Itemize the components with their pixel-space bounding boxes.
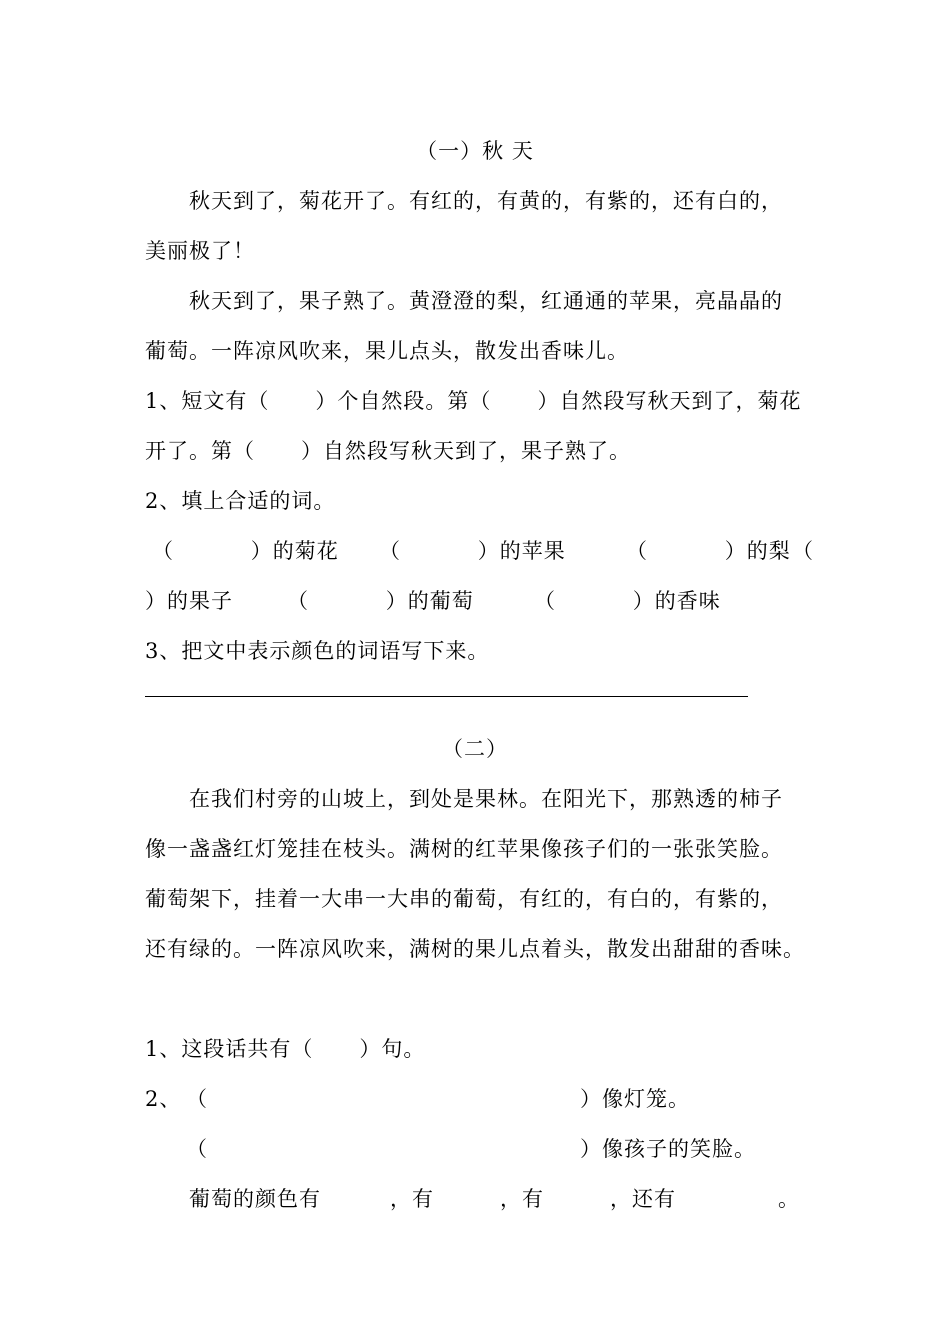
section2-title: （二） [442, 737, 508, 761]
question-3-text: ，还有 [610, 1187, 676, 1211]
question-1-line: 开了。第（ ）自然段写秋天到了，果子熟了。 [145, 439, 632, 463]
paragraph-line: 秋天到了，果子熟了。黄澄澄的梨，红通通的苹果，亮晶晶的 [189, 289, 783, 313]
paragraph-line: 美丽极了！ [145, 239, 255, 263]
question-2-title: 2、填上合适的词。 [145, 489, 336, 513]
answer-line [145, 696, 748, 697]
question-3-text: ，有 [500, 1187, 544, 1211]
question-1-line: 1、短文有（ ）个自然段。第（ ）自然段写秋天到了，菊花 [145, 389, 802, 413]
paragraph-line: 还有绿的。一阵凉风吹来，满树的果儿点着头，散发出甜甜的香味。 [145, 937, 805, 961]
fill-blank-item: （ ）的菊花 [152, 539, 339, 563]
paragraph-line: 秋天到了，菊花开了。有红的，有黄的，有紫的，还有白的， [189, 189, 783, 213]
paragraph-line: 葡萄。一阵凉风吹来，果儿点头，散发出香味儿。 [145, 339, 629, 363]
blank-close-text: ）像灯笼。 [580, 1087, 690, 1111]
fill-blank-item: ）的果子 [145, 589, 233, 613]
fill-blank-item: （ [792, 539, 814, 563]
question-number: 2、 [145, 1087, 182, 1111]
fill-blank-item: （ ）的苹果 [379, 539, 566, 563]
fill-blank-item: （ ）的香味 [534, 589, 721, 613]
question-3-text: ，有 [390, 1187, 434, 1211]
fill-blank-item: （ ）的梨 [626, 539, 791, 563]
question-3-text: 。 [778, 1187, 800, 1211]
blank-close-text: ）像孩子的笑脸。 [580, 1137, 756, 1161]
question-3-text: 葡萄的颜色有 [189, 1187, 321, 1211]
paragraph-line: 像一盏盏红灯笼挂在枝头。满树的红苹果像孩子们的一张张笑脸。 [145, 837, 783, 861]
question-1-line: 1、这段话共有（ ）句。 [145, 1037, 426, 1061]
fill-blank-item: （ ）的葡萄 [287, 589, 474, 613]
blank-open: （ [186, 1137, 208, 1161]
paragraph-line: 葡萄架下，挂着一大串一大串的葡萄，有红的，有白的，有紫的， [145, 887, 783, 911]
section1-title: （一）秋 天 [416, 139, 534, 163]
paragraph-line: 在我们村旁的山坡上，到处是果林。在阳光下，那熟透的柿子 [189, 787, 783, 811]
question-3-title: 3、把文中表示颜色的词语写下来。 [145, 639, 490, 663]
blank-open: （ [186, 1087, 208, 1111]
